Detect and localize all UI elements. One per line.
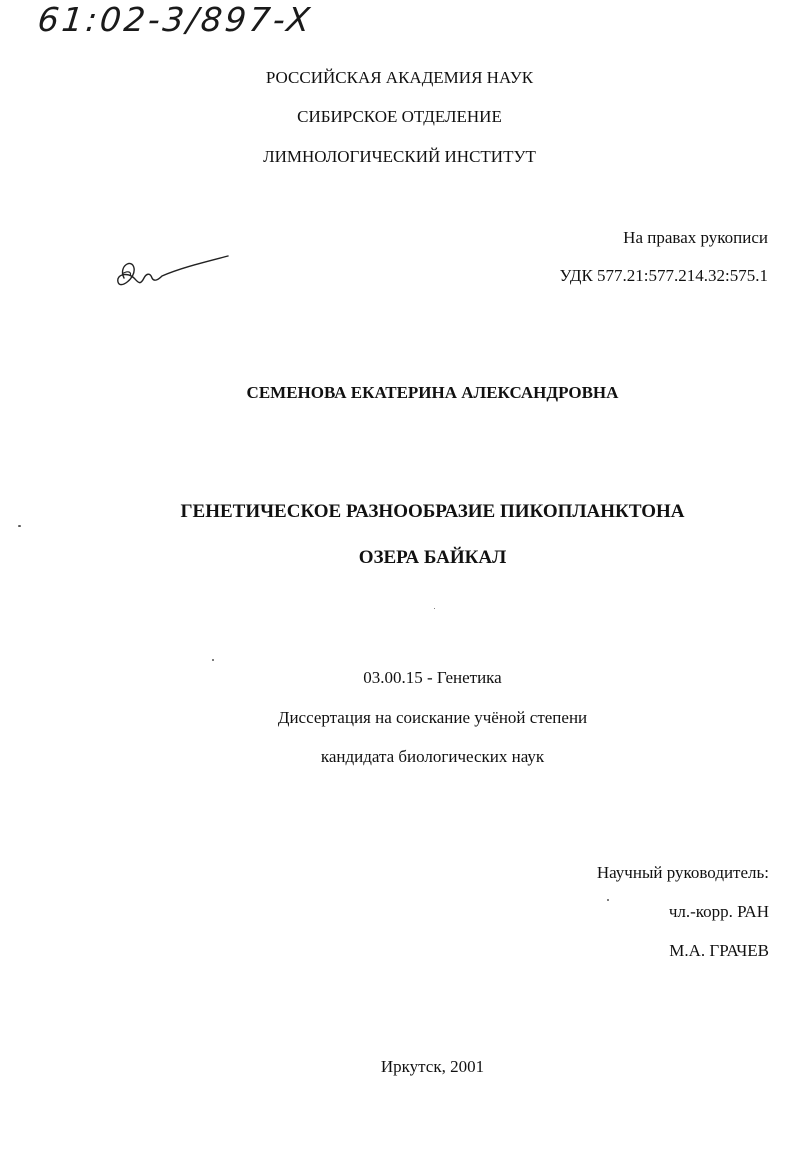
header-institute: ЛИМНОЛОГИЧЕСКИЙ ИНСТИТУТ [263,147,536,166]
scan-speck [18,525,21,527]
supervisor-label: Научный руководитель: [596,863,769,882]
author-name: СЕМЕНОВА ЕКАТЕРИНА АЛЕКСАНДРОВНА [246,383,619,402]
degree-line1: Диссертация на соискание учёной степени [277,708,588,727]
thesis-title-line1: ГЕНЕТИЧЕСКОЕ РАЗНООБРАЗИЕ ПИКОПЛАНКТОНА [180,501,685,522]
scan-speck [607,899,609,901]
manuscript-rights: На правах рукописи [623,228,768,247]
scan-speck [434,608,435,609]
supervisor-name: М.А. ГРАЧЕВ [669,941,769,960]
scan-speck [212,659,214,661]
udc-code: УДК 577.21:577.214.32:575.1 [559,266,768,285]
signature-mark [110,248,240,298]
place-year: Иркутск, 2001 [380,1057,485,1076]
supervisor-rank: чл.-корр. РАН [668,902,769,921]
specialty-code: 03.00.15 - Генетика [363,668,502,687]
header-academy: РОССИЙСКАЯ АКАДЕМИЯ НАУК [265,68,534,87]
header-branch: СИБИРСКОЕ ОТДЕЛЕНИЕ [297,107,502,126]
thesis-title-line2: ОЗЕРА БАЙКАЛ [358,547,507,568]
degree-line2: кандидата биологических наук [320,747,545,766]
archive-number-handwritten: 61:02-3/897-X [35,0,315,39]
